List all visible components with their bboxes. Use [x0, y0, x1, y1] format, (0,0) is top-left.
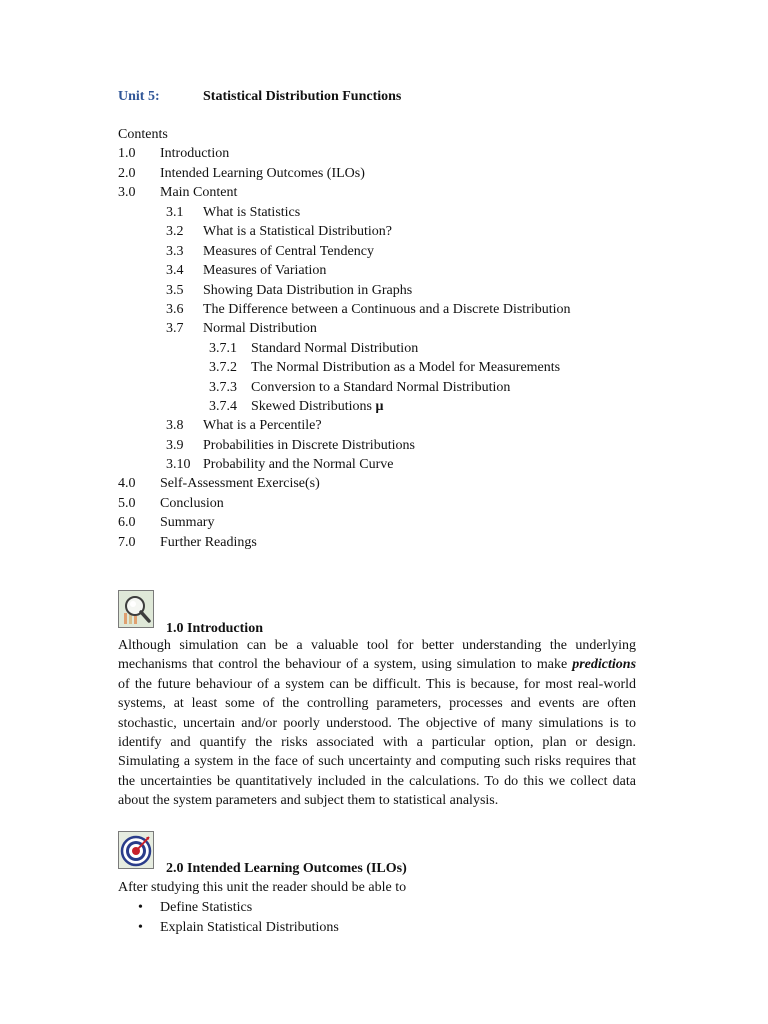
mu-symbol: μ — [375, 399, 384, 414]
toc-item-label: What is a Percentile? — [203, 418, 322, 433]
toc-item-label-text: Skewed Distributions — [251, 399, 372, 414]
toc-item[interactable] — [166, 222, 636, 242]
toc-item-number: 6.0 — [118, 515, 136, 530]
toc-item-label: Measures of Central Tendency — [203, 243, 374, 259]
toc-item-label: Showing Data Distribution in Graphs — [203, 282, 413, 298]
toc-item-label: Intended Learning Outcomes (ILOs) — [160, 165, 365, 181]
toc-item-label: Introduction — [160, 146, 230, 161]
toc-item-number: 1.0 — [118, 146, 136, 161]
toc-item-label: What is Statistics — [203, 204, 301, 220]
bullet: • — [138, 900, 143, 915]
paragraph-line: about the system parameters and subject them to statistical analysis. — [118, 793, 499, 809]
paragraph-line: stochastic, uncertain and/or poorly understood. The objective of many simulations is to — [118, 715, 636, 731]
target-icon — [118, 831, 154, 869]
toc-item-number: 3.10 — [166, 457, 191, 472]
paragraph-line-text: mechanisms that control the behaviour of a system, using simulation to make — [118, 657, 568, 673]
toc-item[interactable] — [166, 261, 636, 281]
toc-item[interactable] — [118, 474, 638, 494]
toc-item[interactable] — [209, 358, 636, 378]
toc-item-number: 3.8 — [166, 418, 184, 433]
toc-item[interactable] — [209, 378, 636, 398]
predictions-emphasis: predictions — [572, 657, 637, 673]
paragraph-line — [118, 655, 636, 674]
toc-item-label: Probabilities in Discrete Distributions — [203, 437, 415, 453]
toc-item[interactable] — [166, 203, 636, 223]
toc-item[interactable] — [166, 242, 636, 262]
contents-heading: Contents — [118, 127, 168, 142]
toc-item[interactable] — [118, 513, 638, 533]
toc-item[interactable] — [166, 319, 636, 339]
toc-item-number: 7.0 — [118, 534, 136, 550]
unit-title: Statistical Distribution Functions — [203, 89, 402, 104]
toc-item-number: 3.7.4 — [209, 399, 237, 414]
toc-item[interactable] — [209, 397, 636, 417]
toc-item-number: 3.9 — [166, 437, 184, 453]
toc-item-label: Standard Normal Distribution — [251, 340, 419, 356]
list-item-text: Define Statistics — [160, 900, 253, 915]
toc-item-number: 3.7.1 — [209, 340, 237, 356]
ilos-intro: After studying this unit the reader should be able to — [118, 880, 407, 895]
toc-item-label: Normal Distribution — [203, 321, 317, 336]
toc-item-number: 3.3 — [166, 243, 184, 259]
toc-item[interactable] — [166, 416, 636, 436]
bullet: • — [138, 920, 143, 935]
introduction-paragraph — [118, 636, 636, 811]
introduction-heading: 1.0 Introduction — [166, 621, 263, 636]
ilos-heading: 2.0 Intended Learning Outcomes (ILOs) — [166, 861, 407, 876]
toc-item-label: The Normal Distribution as a Model for Measurements — [251, 360, 561, 375]
toc-item-number: 3.7 — [166, 321, 184, 336]
toc-item[interactable] — [118, 144, 638, 164]
toc-item[interactable] — [166, 436, 636, 456]
toc-item-number: 3.7.2 — [209, 360, 237, 375]
toc-item-label: Conversion to a Standard Normal Distribution — [251, 379, 511, 395]
list-item-text: Explain Statistical Distributions — [160, 920, 339, 935]
magnifier-chart-icon — [118, 590, 154, 628]
toc-item[interactable] — [118, 533, 638, 553]
toc-item-number: 3.7.3 — [209, 379, 237, 395]
paragraph-line: systems, at least some of the controlling parameters, processes and events are often — [118, 696, 636, 712]
toc-item-label: Main Content — [160, 185, 238, 200]
toc-item[interactable] — [209, 339, 636, 359]
toc-item[interactable] — [166, 300, 636, 320]
toc-item-label: Conclusion — [160, 495, 224, 511]
unit-label: Unit 5: — [118, 89, 160, 104]
toc-item[interactable] — [166, 281, 636, 301]
toc-item-label: Self-Assessment Exercise(s) — [160, 476, 320, 491]
paragraph-line: Simulating a system in the face of such uncertainty and computing such risks requires that — [118, 754, 636, 770]
toc-item-number: 3.6 — [166, 302, 184, 317]
toc-item-number: 2.0 — [118, 165, 136, 181]
paragraph-line: identify and quantify the risks associated with a particular option, plan or design. — [118, 734, 636, 750]
toc-item-label: Measures of Variation — [203, 263, 327, 278]
toc-item[interactable] — [118, 183, 638, 203]
paragraph-line: of the future behaviour of a system can be difficult. This is because, for most real-world — [118, 676, 636, 692]
toc-item-number: 3.2 — [166, 224, 184, 239]
toc-item-label — [251, 397, 383, 417]
toc-item-label: The Difference between a Continuous and a Discrete Distribution — [203, 302, 571, 317]
toc-item[interactable] — [166, 455, 636, 475]
toc-item-number: 3.1 — [166, 204, 184, 220]
toc-item-number: 3.0 — [118, 185, 136, 200]
paragraph-line: Although simulation can be a valuable tool for better understanding the underlying — [118, 638, 636, 653]
paragraph-line: the uncertainties be quantitatively included in the calculations. To do this we collect data — [118, 773, 636, 789]
toc-item-number: 3.5 — [166, 282, 184, 298]
toc-item-number: 5.0 — [118, 495, 136, 511]
toc-item-label: Probability and the Normal Curve — [203, 457, 394, 472]
toc-item[interactable] — [118, 164, 638, 184]
toc-item-label: Further Readings — [160, 534, 257, 550]
toc-item[interactable] — [118, 494, 638, 514]
toc-item-label: What is a Statistical Distribution? — [203, 224, 392, 239]
toc-item-number: 3.4 — [166, 263, 184, 278]
toc-item-number: 4.0 — [118, 476, 136, 491]
toc-item-label: Summary — [160, 515, 215, 530]
